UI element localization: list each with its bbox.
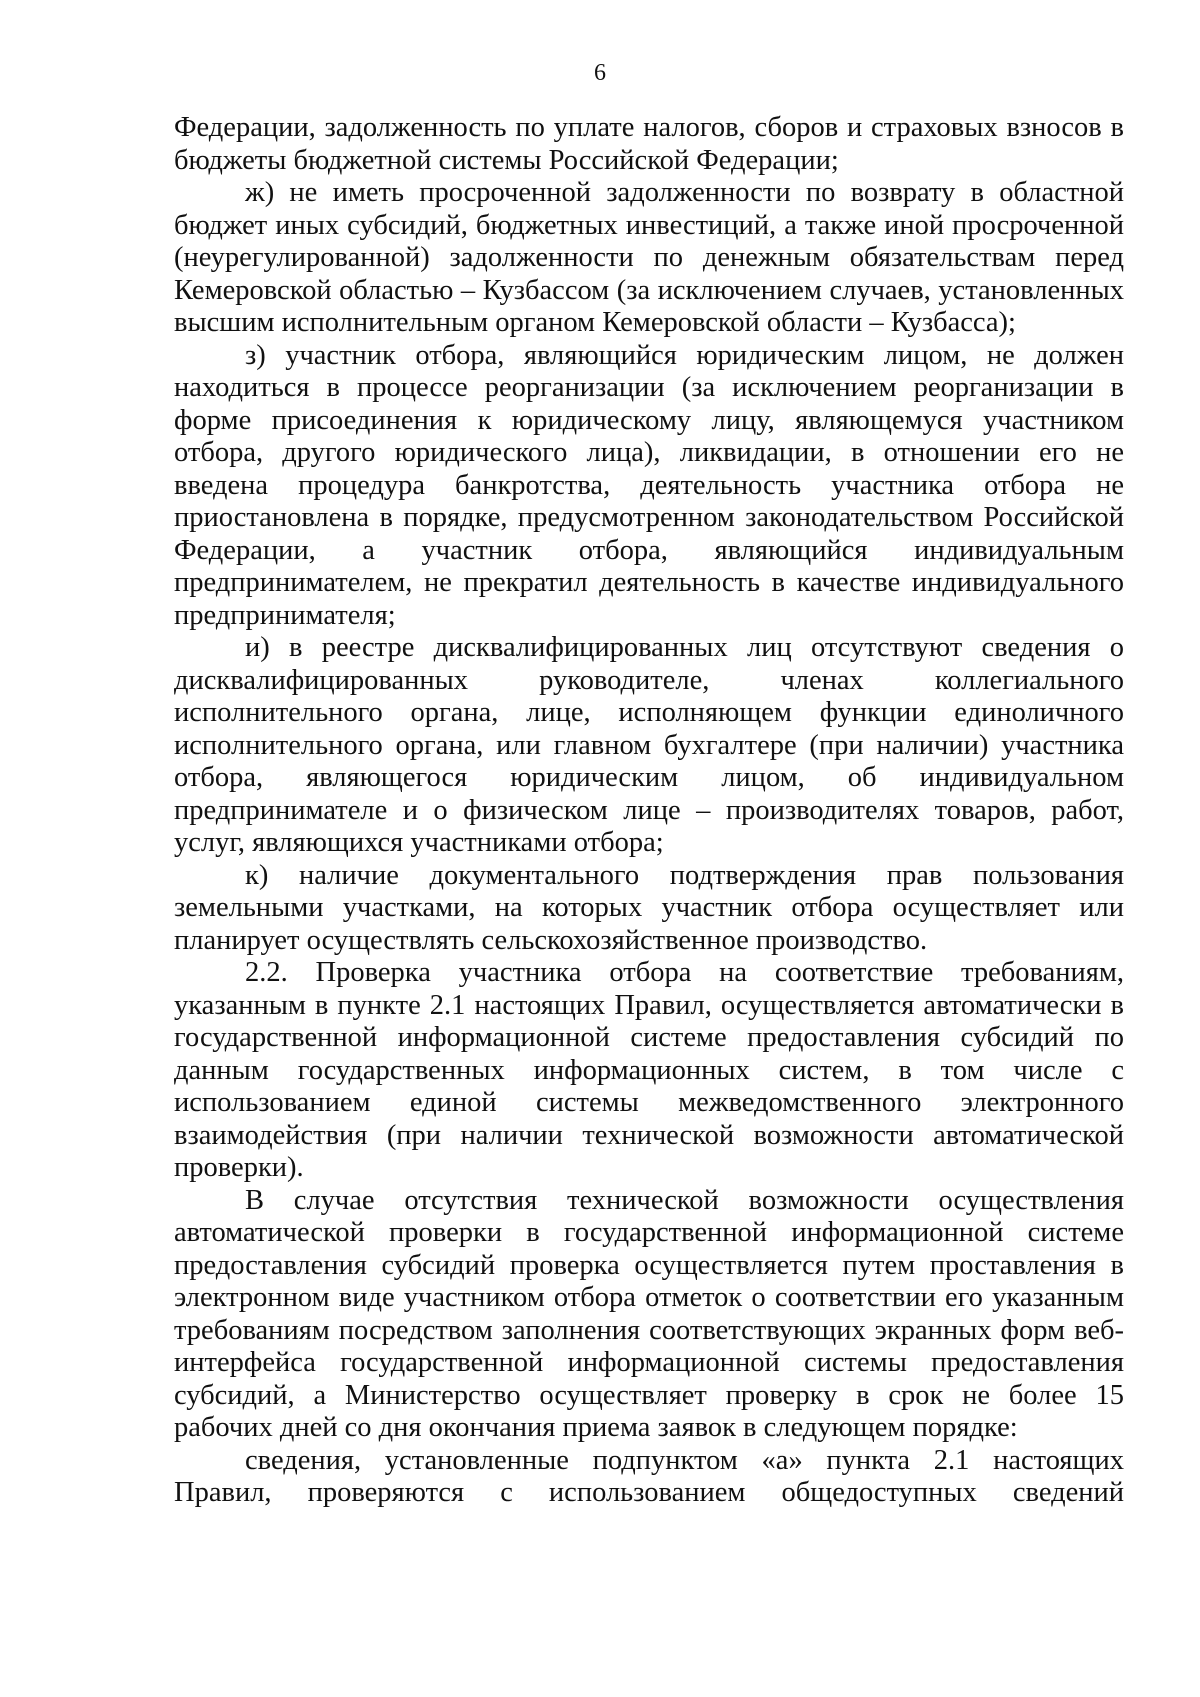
- paragraph-k: к) наличие документального подтверждения прав пользования земельными участками, на которых участник отбора осуществляет или планирует осуществлять сельскохозяйственное производство.: [174, 859, 1124, 956]
- paragraph-no-technical-possibility: В случае отсутствия технической возможности осуществления автоматической проверки в государственной информационной системе предоставления субсидий проверка осуществляется путем проставления в электронном виде участником отбора отметок о соответствии его указанным требованиям посредством заполнения соответствующих экранных форм веб-интерфейса государственной информационной системы предоставления субсидий, а Министерство осуществляет проверку в срок не более 15 рабочих дней со дня окончания приема заявок в следующем порядке:: [174, 1184, 1124, 1443]
- paragraph-continuation: Федерации, задолженность по уплате налогов, сборов и страховых взносов в бюджеты бюджетной системы Российской Федерации;: [174, 112, 1124, 176]
- paragraph-2-2: 2.2. Проверка участника отбора на соответствие требованиям, указанным в пункте 2.1 настоящих Правил, осуществляется автоматически в государственной информационной системе предоставления субсидий по данным государственных информационных систем, в том числе с использованием единой системы межведомственного электронного взаимодействия (при наличии технической возможности автоматической проверки).: [174, 957, 1124, 1183]
- paragraph-i: и) в реестре дисквалифицированных лиц отсутствуют сведения о дисквалифицированных руководителе, членах коллегиального исполнительного органа, лице, исполняющем функции единоличного исполнительного органа, или главном бухгалтере (при наличии) участника отбора, являющегося юридическим лицом, об индивидуальном предпринимателе и о физическом лице – производителях товаров, работ, услуг, являющихся участниками отбора;: [174, 632, 1124, 858]
- paragraph-zh: ж) не иметь просроченной задолженности по возврату в областной бюджет иных субсидий, бюджетных инвестиций, а также иной просроченной (неурегулированной) задолженности по денежным обязательствам перед Кемеровской областью – Кузбассом (за исключением случаев, установленных высшим исполнительным органом Кемеровской области – Кузбасса);: [174, 177, 1124, 338]
- paragraph-z: з) участник отбора, являющийся юридическим лицом, не должен находиться в процессе реорганизации (за исключением реорганизации в форме присоединения к юридическому лицу, являющемуся участником отбора, другого юридического лица), ликвидации, в отношении его не введена процедура банкротства, деятельность участника отбора не приостановлена в порядке, предусмотренном законодательством Российской Федерации, а участник отбора, являющийся индивидуальным предпринимателем, не прекратил деятельность в качестве индивидуального предпринимателя;: [174, 339, 1124, 631]
- paragraph-information-check: сведения, установленные подпунктом «а» пункта 2.1 настоящих Правил, проверяются с использованием общедоступных сведений: [174, 1444, 1124, 1508]
- page-number: 6: [594, 60, 606, 86]
- document-body: [174, 112, 1124, 1510]
